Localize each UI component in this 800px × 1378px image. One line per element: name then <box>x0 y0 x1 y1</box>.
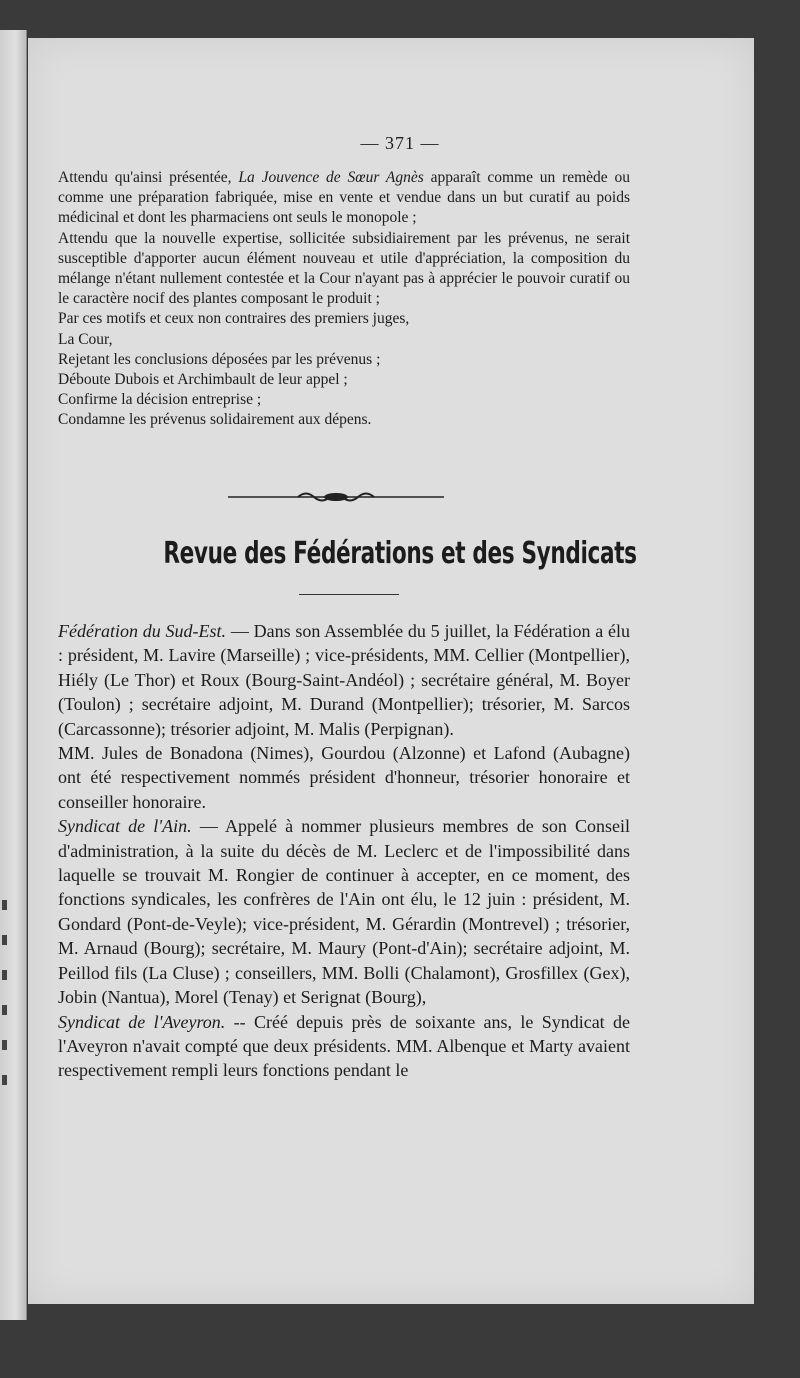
judgment-paragraph-4: La Cour, <box>58 330 113 348</box>
entry-sud-est <box>58 619 630 741</box>
entry-ain <box>58 814 630 1009</box>
federations-text <box>58 619 630 1083</box>
judgment-paragraph-1 <box>58 168 630 229</box>
judgment-paragraph-8: Condamne les prévenus solidairement aux dépens. <box>58 411 372 429</box>
judgment-paragraph-2: Attendu que la nouvelle expertise, sollicitée subsidiairement par les prévenus, ne serait susceptible d'apporter aucun élément nouveau et utile d'appréciation, la composition du mélange n'étant nullement contestée et la Cour n'ayant pas à apprécier le pouvoir curatif ou le caractère nocif des plantes composant le produit ; <box>58 229 630 308</box>
facing-page-edge <box>0 30 27 1320</box>
ornament-divider <box>228 489 444 503</box>
entry-aveyron <box>58 1010 630 1083</box>
page-number: — 371 — <box>360 133 440 153</box>
judgment-p1-start: Attendu qu'ainsi présentée, <box>58 169 232 186</box>
judgment-paragraph-3: Par ces motifs et ceux non contraires des premiers juges, <box>58 310 410 328</box>
entry-sud-est-text: — Dans son Assemblée du 5 juillet, la Fédération a élu : président, M. Lavire (Marseille) ; vice-présidents, MM. Cellier (Montpellier), Hiély (Le Thor) et Roux (Bourg-Saint-Andéol) ; secrétaire général, M. Boyer (Toulon) ; secrétaire adjoint, M. Durand (Montpellier); trésorier, M. Sarcos (Carcassonne); trésorier adjoint, M. Malis (Perpignan). <box>58 621 630 739</box>
entry-aveyron-text: -- Créé depuis près de soixante ans, le Syndicat de l'Aveyron n'avait compté que deux présidents. MM. Albenque et Marty avaient respectivement rempli leurs fonctions pendant le <box>58 1011 631 1081</box>
entry-ain-text: — Appelé à nommer plusieurs membres de son Conseil d'administration, à la suite du décès de M. Leclerc et de l'impossibilité dans laquelle se trouvait M. Rongier de continuer à accepter, en ce moment, des fonctions syndicales, les confrères de l'Ain ont élu, le 12 juin : président, M. Gondard (Pont-de-Veyle); vice-président, M. Gérardin (Montrevel) ; trésorier, M. Arnaud (Bourg); secrétaire, M. Maury (Pont-d'Ain); secrétaire adjoint, M. Peillod fils (La Cluse) ; conseillers, MM. Bolli (Chalamont), Grosfillex (Gex), Jobin (Nantua), Morel (Tenay) et Serignat (Bourg), <box>58 816 631 1008</box>
title-rule <box>299 594 399 595</box>
judgment-paragraph-6: Déboute Dubois et Archimbault de leur appel ; <box>58 371 348 389</box>
section-title: Revue des Fédérations et des Syndicats <box>163 536 637 571</box>
judgment-paragraph-5: Rejetant les conclusions déposées par les prévenus ; <box>58 350 381 368</box>
judgment-p1-end: apparaît comme un remède ou comme une préparation fabriquée, mise en vente et vendue dans un but curatif au poids médicinal et dont les pharmaciens ont seuls le monopole ; <box>58 169 631 227</box>
entry-ain-name: Syndicat de l'Ain. <box>58 816 192 837</box>
judgment-text <box>58 168 630 431</box>
entry-aveyron-name: Syndicat de l'Aveyron. <box>58 1011 226 1032</box>
entry-sud-est-name: Fédération du Sud-Est. <box>58 621 227 641</box>
entry-sud-est-honorary: MM. Jules de Bonadona (Nimes), Gourdou (Alzonne) et Lafond (Aubagne) ont été respectivement nommés président d'honneur, trésorier honoraire et conseiller honoraire. <box>58 743 630 812</box>
judgment-paragraph-7: Confirme la décision entreprise ; <box>58 391 262 409</box>
product-title: La Jouvence de Sœur Agnès <box>238 169 424 186</box>
